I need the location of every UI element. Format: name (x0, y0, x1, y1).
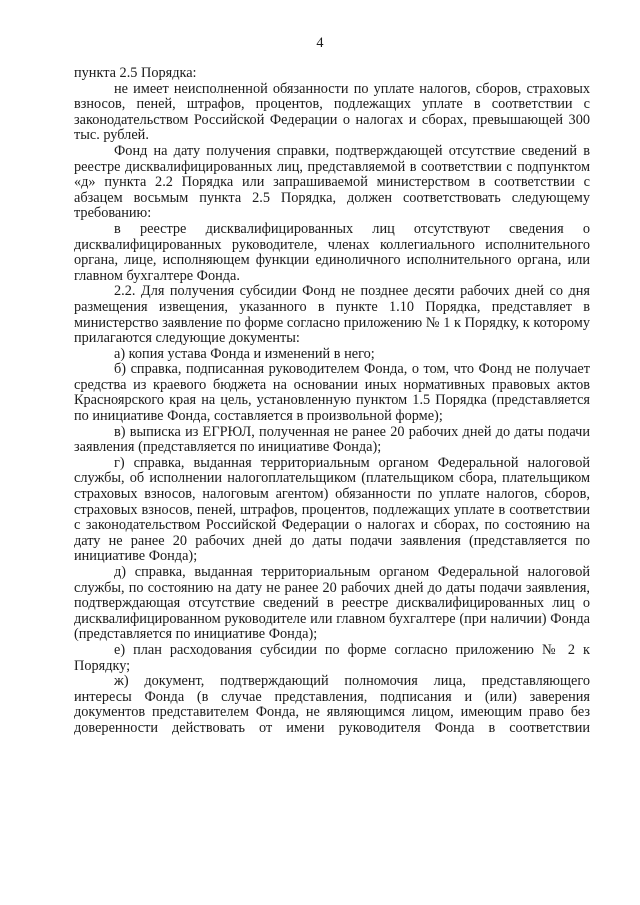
paragraph: Фонд на дату получения справки, подтверждающей отсутствие сведений в реестре дисквалифицированных лиц, представляемой в соответствии с подпунктом «д» пункта 2.2 Порядка или запрашиваемой министерством в соответствии с абзацем восьмым пункта 2.5 Порядка, должен соответствовать следующему требованию: (74, 142, 590, 222)
paragraph: а) копия устава Фонда и изменений в него; (114, 345, 375, 362)
paragraph: 2.2. Для получения субсидии Фонд не позднее десяти рабочих дней со дня размещения извещения, указанного в пункте 1.10 Порядка, представляет в министерство заявление по форме согласно приложению № 1 к Порядку, к которому прилагаются следующие документы: (74, 283, 590, 347)
paragraph: е) план расходования субсидии по форме согласно приложению № 2 к Порядку; (74, 641, 590, 674)
paragraph: б) справка, подписанная руководителем Фонда, о том, что Фонд не получает средства из краевого бюджета на основании иных нормативных правовых актов Красноярского края на цель, установленную пунктом 1.5 Порядка (представляется по инициативе Фонда, составляется в произвольной форме); (74, 361, 590, 425)
paragraph: в) выписка из ЕГРЮЛ, полученная не ранее 20 рабочих дней до даты подачи заявления (представляется по инициативе Фонда); (74, 423, 590, 456)
paragraph: пункта 2.5 Порядка: (74, 65, 197, 81)
paragraph: ж) документ, подтверждающий полномочия лица, представляющего интересы Фонда (в случае представления, подписания и (или) заверения документов представителем Фонда, не являющимся лицом, имеющим право без доверенности действовать от имени руководителя Фонда в соответствии (74, 673, 590, 736)
page-number: 4 (316, 35, 324, 51)
paragraph: не имеет неисполненной обязанности по уплате налогов, сборов, страховых взносов, пеней, штрафов, процентов, подлежащих уплате в соответствии с законодательством Российской Федерации о налогах и сборах, превышающей 300 тыс. рублей. (74, 80, 590, 144)
paragraph: д) справка, выданная территориальным органом Федеральной налоговой службы, по состоянию на дату не ранее 20 рабочих дней до даты подачи заявления, подтверждающая отсутствие сведений в реестре дисквалифицированных лиц о дисквалифицированном руководителе или главном бухгалтере (при наличии) Фонда (представляется по инициативе Фонда); (74, 564, 590, 643)
paragraph: в реестре дисквалифицированных лиц отсутствуют сведения о дисквалифицированных руководителе, членах коллегиального исполнительного органа, лице, исполняющем функции единоличного исполнительного органа, или главном бухгалтере Фонда. (74, 220, 590, 284)
document-body (74, 66, 590, 737)
paragraph: г) справка, выданная территориальным органом Федеральной налоговой службы, об исполнении налогоплательщиком (плательщиком сбора, плательщиком страховых взносов, налоговым агентом) обязанности по уплате налогов, сборов, страховых взносов, пеней, штрафов, процентов, подлежащих уплате в соответствии с законодательством Российской Федерации о налогах и сборах, по состоянию на дату не ранее 20 рабочих дней до даты подачи заявления (представляется по инициативе Фонда); (74, 454, 590, 565)
